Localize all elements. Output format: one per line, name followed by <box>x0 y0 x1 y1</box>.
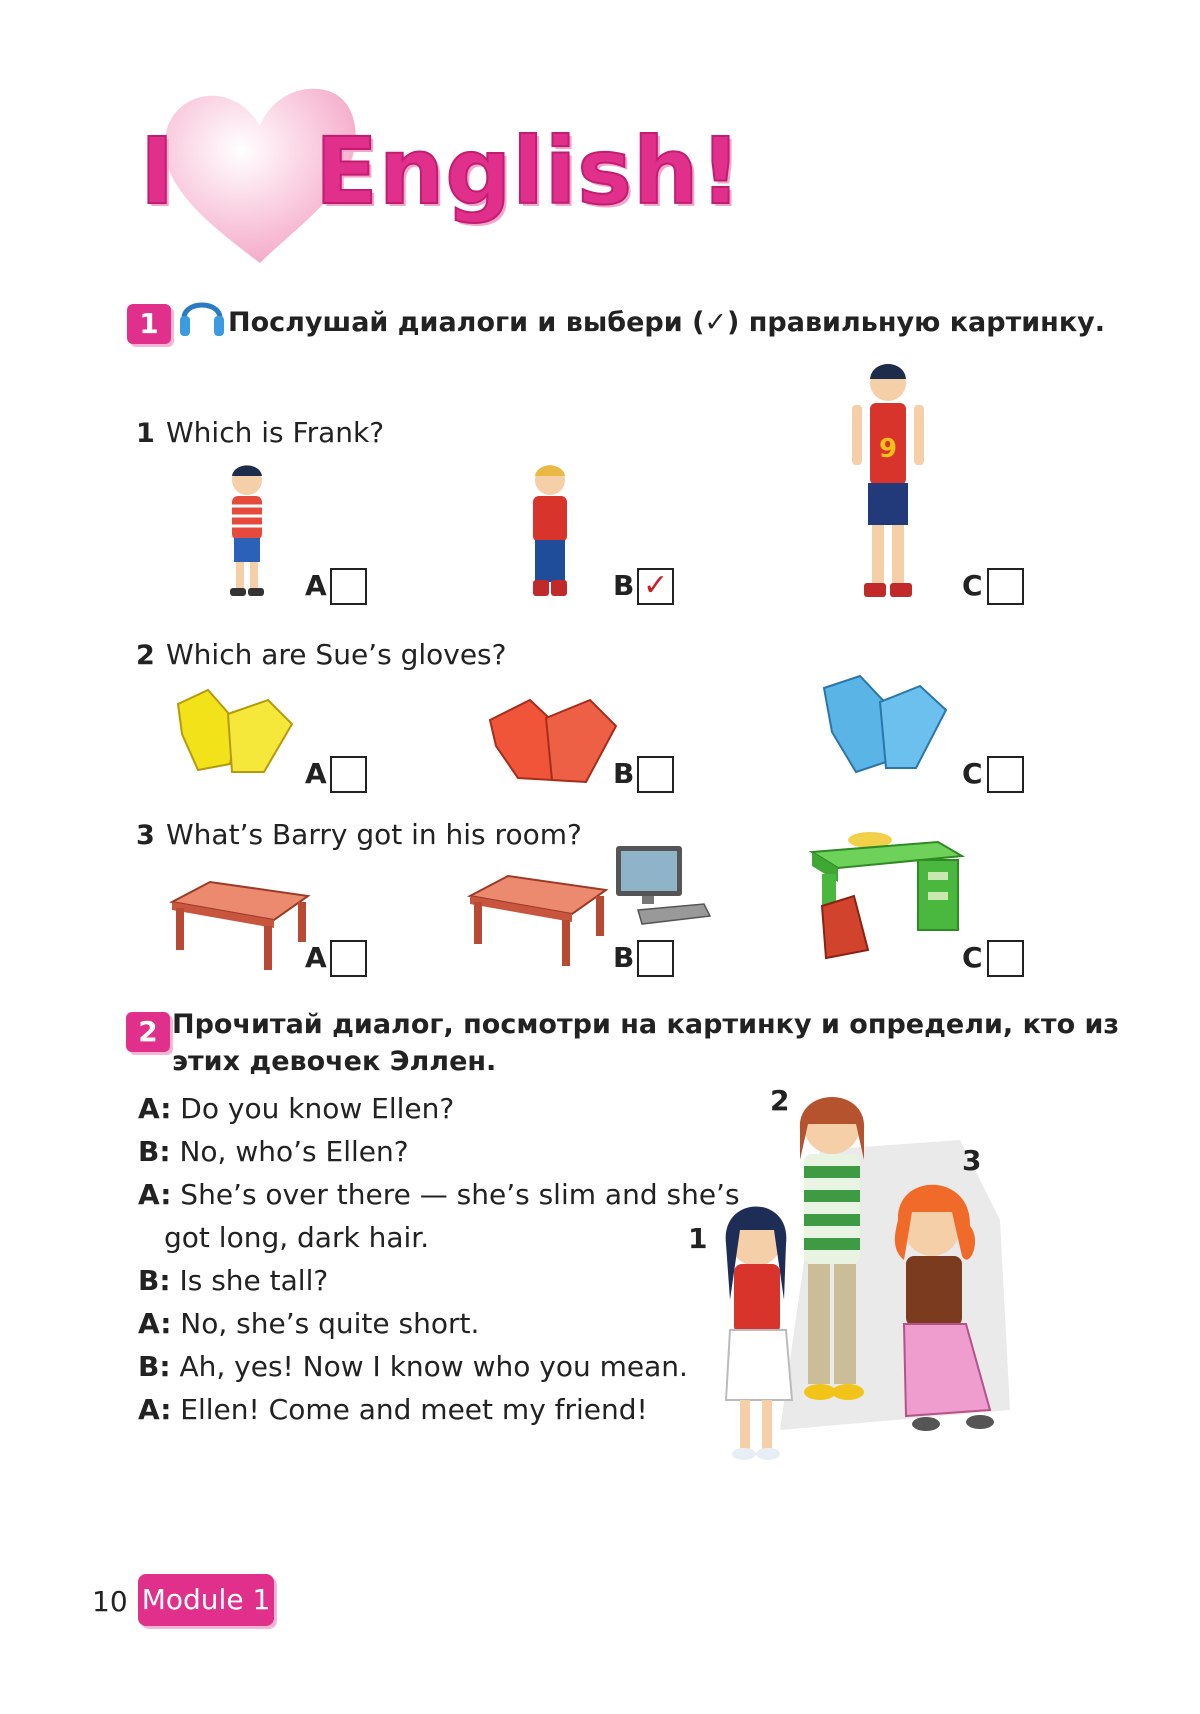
q3-option-a-checkbox[interactable] <box>330 940 367 977</box>
title-letter-i: I <box>140 118 176 225</box>
q3-option-c-checkbox[interactable] <box>987 940 1024 977</box>
exercise-2-instruction-line-2: этих девочек Эллен. <box>172 1046 497 1077</box>
question-2-number: 2 <box>136 640 155 671</box>
q2-option-b-checkbox[interactable] <box>637 756 674 793</box>
dialogue-line: A: No, she’s quite short. <box>138 1307 480 1340</box>
headphones-icon <box>178 290 226 340</box>
q3-option-a-label: A <box>305 941 327 974</box>
desk-image <box>808 826 966 964</box>
table-image-b <box>468 866 608 972</box>
page-number: 10 <box>92 1585 128 1618</box>
dialogue-line: got long, dark hair. <box>164 1221 430 1254</box>
exercise-2-instruction-line-1: Прочитай диалог, посмотри на картинку и определи, кто из <box>172 1009 1120 1040</box>
question-2-text: Which are Sue’s gloves? <box>166 638 507 671</box>
dialogue-line: A: Do you know Ellen? <box>138 1092 455 1125</box>
exercise-2-number: 2 <box>126 1012 170 1052</box>
q3-option-b-label: B <box>613 941 635 974</box>
q1-option-a-checkbox[interactable] <box>330 568 367 605</box>
q2-option-a-label: A <box>305 757 327 790</box>
question-3-text: What’s Barry got in his room? <box>166 818 582 851</box>
boy-small-image <box>212 460 282 602</box>
q3-option-b-checkbox[interactable] <box>637 940 674 977</box>
q3-option-c-label: C <box>962 941 983 974</box>
exercise-1-number: 1 <box>127 304 171 344</box>
boy-blond-image <box>515 460 585 602</box>
exercise-1-instruction: Послушай диалоги и выбери (✓) правильную картинку. <box>228 307 1105 338</box>
girl-label-1: 1 <box>688 1222 708 1255</box>
dialogue-line: B: Ah, yes! Now I know who you mean. <box>138 1350 688 1383</box>
question-1-number: 1 <box>136 418 155 449</box>
svg-text:9: 9 <box>878 434 898 464</box>
three-girls-image <box>700 1080 1020 1470</box>
q2-option-a-checkbox[interactable] <box>330 756 367 793</box>
question-1-text: Which is Frank? <box>166 416 385 449</box>
check-mark-icon: ✓ <box>643 568 669 603</box>
question-3-number: 3 <box>136 820 155 851</box>
girl-label-3: 3 <box>962 1144 982 1177</box>
blue-gloves-image <box>820 672 950 782</box>
red-gloves-image <box>486 690 621 790</box>
q2-option-b-label: B <box>613 757 635 790</box>
dialogue-line: B: Is she tall? <box>138 1264 329 1297</box>
dialogue-line: B: No, who’s Ellen? <box>138 1135 409 1168</box>
table-image <box>170 876 310 972</box>
q1-option-b-label: B <box>613 569 635 602</box>
q2-option-c-checkbox[interactable] <box>987 756 1024 793</box>
boy-tall-image <box>838 355 938 605</box>
q1-option-c-label: C <box>962 569 983 602</box>
yellow-gloves-image <box>168 684 298 784</box>
dialogue-line: A: She’s over there — she’s slim and she’s <box>138 1178 740 1211</box>
q1-option-c-checkbox[interactable] <box>987 568 1024 605</box>
q2-option-c-label: C <box>962 757 983 790</box>
computer-image <box>612 842 712 926</box>
girl-label-2: 2 <box>770 1084 790 1117</box>
module-badge: Module 1 <box>138 1574 274 1626</box>
title-word: English! <box>315 118 743 225</box>
dialogue-line: A: Ellen! Come and meet my friend! <box>138 1393 648 1426</box>
q1-option-b-checkbox[interactable] <box>637 568 674 605</box>
q1-option-a-label: A <box>305 569 327 602</box>
